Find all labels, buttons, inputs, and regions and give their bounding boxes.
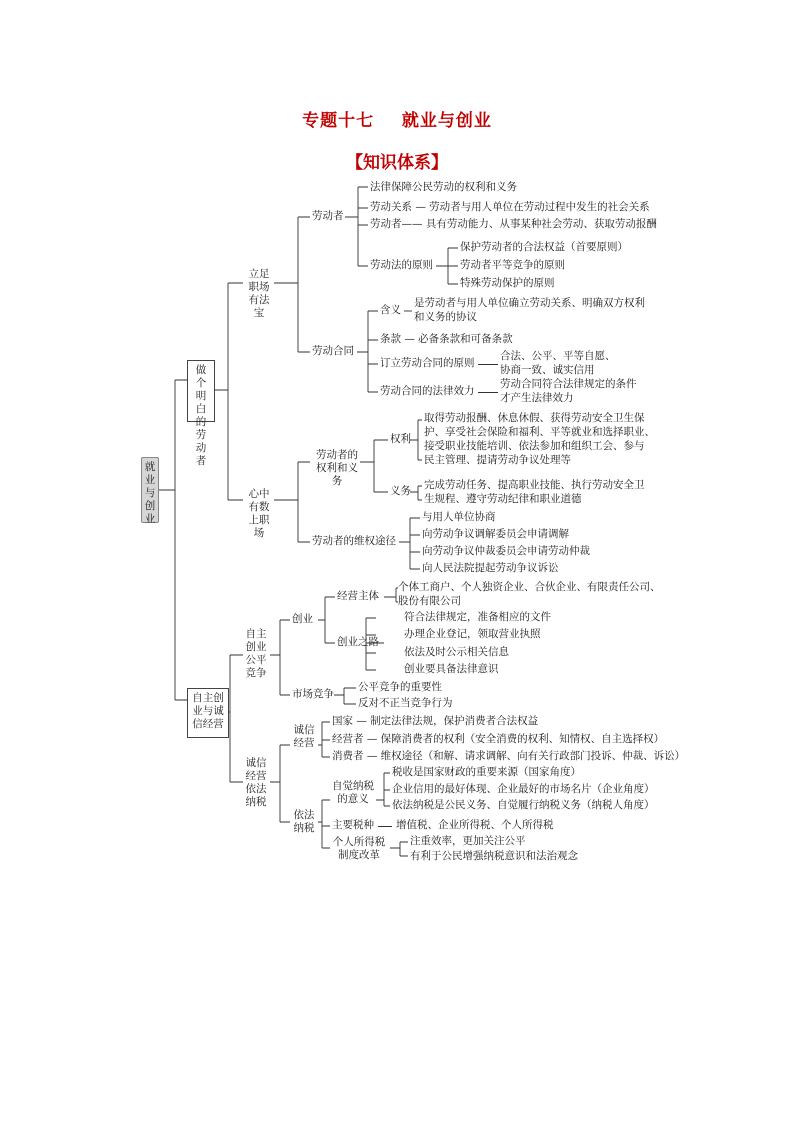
tax-meaning: 企业信用的最好体现、企业最好的市场名片（企业角度） xyxy=(392,783,655,795)
contract-meaning: 是劳动者与用人单位确立劳动关系、明确双方权利 xyxy=(414,297,645,309)
rights-label: 权利 xyxy=(390,433,411,445)
road-item: 创业要具备法律意识 xyxy=(404,663,499,675)
protection-item: 向劳动争议仲裁委员会申请劳动仲裁 xyxy=(422,545,590,557)
duties-text: 生规程、遵守劳动纪律和职业道德 xyxy=(424,493,582,505)
contract-meaning: 和义务的协议 xyxy=(414,311,477,323)
protection-item: 向劳动争议调解委员会申请调解 xyxy=(422,528,569,540)
road-item: 依法及时公示相关信息 xyxy=(404,646,509,658)
section-heading: 【知识体系】 xyxy=(346,153,448,173)
rights-text: 取得劳动报酬、休息休假、获得劳动安全卫生保 xyxy=(424,412,645,424)
protection-item: 与用人单位协商 xyxy=(422,511,496,523)
contract-principle: 合法、公平、平等自愿、 xyxy=(500,350,616,362)
node-startup-competition: 自主创业公平竞争 xyxy=(245,628,267,679)
principle-item: 劳动者平等竞争的原则 xyxy=(460,259,565,271)
duties-label: 义务 xyxy=(390,485,411,497)
node-workplace-ready: 心中有数上职场 xyxy=(248,488,270,539)
rights-text: 接受职业技能培训、依法参加和组织工会、参与 xyxy=(424,440,645,452)
tax-reform: 有利于公民增强纳税意识和法治观念 xyxy=(410,850,578,862)
root-node: 就业与创业 xyxy=(141,457,159,523)
competition-item: 公平竞争的重要性 xyxy=(358,681,442,693)
contract-principle-label: 订立劳动合同的原则 xyxy=(380,357,475,369)
subject-label: 经营主体 xyxy=(337,590,379,602)
connector xyxy=(478,392,498,394)
node-honest-tax: 诚信经营依法纳税 xyxy=(245,757,267,808)
duties-text: 完成劳动任务、提高职业技能、执行劳动安全卫 xyxy=(424,479,645,491)
branch-node-startup: 自主创业与诚信经营 xyxy=(187,688,229,738)
subject-text: 个体工商户、个人独资企业、合伙企业、有限责任公司、 xyxy=(398,581,661,593)
competition-item: 反对不正当竞争行为 xyxy=(358,697,453,709)
workers-item: 劳动者—— 具有劳动能力、从事某种社会劳动、获取劳动报酬 xyxy=(370,218,657,230)
principle-item: 保护劳动者的合法权益（首要原则） xyxy=(460,241,628,253)
node-workers: 劳动者 xyxy=(312,210,344,222)
node-competition: 市场竞争 xyxy=(292,688,334,700)
honest-item: 消费者 — 维权途径（和解、请求调解、向有关行政部门投诉、仲裁、诉讼） xyxy=(332,750,686,762)
node-rights-duties: 劳动者的权利和义务 xyxy=(316,449,358,487)
contract-clause: 条款 — 必备条款和可备条款 xyxy=(380,333,513,345)
tax-main: 增值税、企业所得税、个人所得税 xyxy=(396,819,554,831)
rights-text: 护、享受社会保险和福利、平等就业和选择职业、 xyxy=(424,426,655,438)
subject-text: 股份有限公司 xyxy=(398,595,461,607)
contract-effect: 劳动合同符合法律规定的条件 xyxy=(500,378,637,390)
connector xyxy=(478,364,498,366)
road-label: 创业之路 xyxy=(337,636,379,648)
node-honest: 诚信经营 xyxy=(293,724,315,749)
tax-reform: 注重效率，更加关注公平 xyxy=(410,835,526,847)
contract-meaning-label: 含义 xyxy=(380,304,401,316)
node-protection: 劳动者的维权途径 xyxy=(312,535,396,547)
tax-meaning-label: 自觉纳税的意义 xyxy=(332,780,374,805)
protection-item: 向人民法院提起劳动争议诉讼 xyxy=(422,562,559,574)
principle-item: 特殊劳动保护的原则 xyxy=(460,277,555,289)
branch-node-worker: 做个明白的劳动者 xyxy=(187,360,215,422)
road-item: 符合法律规定，准备相应的文件 xyxy=(404,611,551,623)
contract-effect-label: 劳动合同的法律效力 xyxy=(380,385,475,397)
workers-item: 法律保障公民劳动的权利和义务 xyxy=(370,181,517,193)
honest-item: 经营者 — 保障消费者的权利（安全消费的权利、知情权、自主选择权） xyxy=(332,733,665,745)
node-labor-law-principles: 劳动法的原则 xyxy=(370,259,433,271)
contract-principle: 协商一致、诚实信用 xyxy=(500,364,595,376)
contract-effect: 才产生法律效力 xyxy=(500,392,574,404)
tax-reform-label: 个人所得税制度改革 xyxy=(332,836,386,861)
tax-meaning: 税收是国家财政的重要来源（国家角度） xyxy=(392,766,581,778)
node-startup: 创业 xyxy=(292,613,313,625)
node-labor-contract: 劳动合同 xyxy=(312,345,354,357)
road-item: 办理企业登记，领取营业执照 xyxy=(404,628,541,640)
node-workplace-law: 立足职场有法宝 xyxy=(248,268,270,319)
tax-meaning: 依法纳税是公民义务、自觉履行纳税义务（纳税人角度） xyxy=(392,799,655,811)
node-tax: 依法纳税 xyxy=(293,809,315,834)
rights-text: 民主管理、提请劳动争议处理等 xyxy=(424,454,571,466)
honest-item: 国家 — 制定法律法规，保护消费者合法权益 xyxy=(332,715,539,727)
workers-item: 劳动关系 — 劳动者与用人单位在劳动过程中发生的社会关系 xyxy=(370,201,650,213)
connector xyxy=(378,826,392,828)
page-title: 专题十七 就业与创业 xyxy=(302,111,492,131)
tax-main-label: 主要税种 xyxy=(332,819,374,831)
